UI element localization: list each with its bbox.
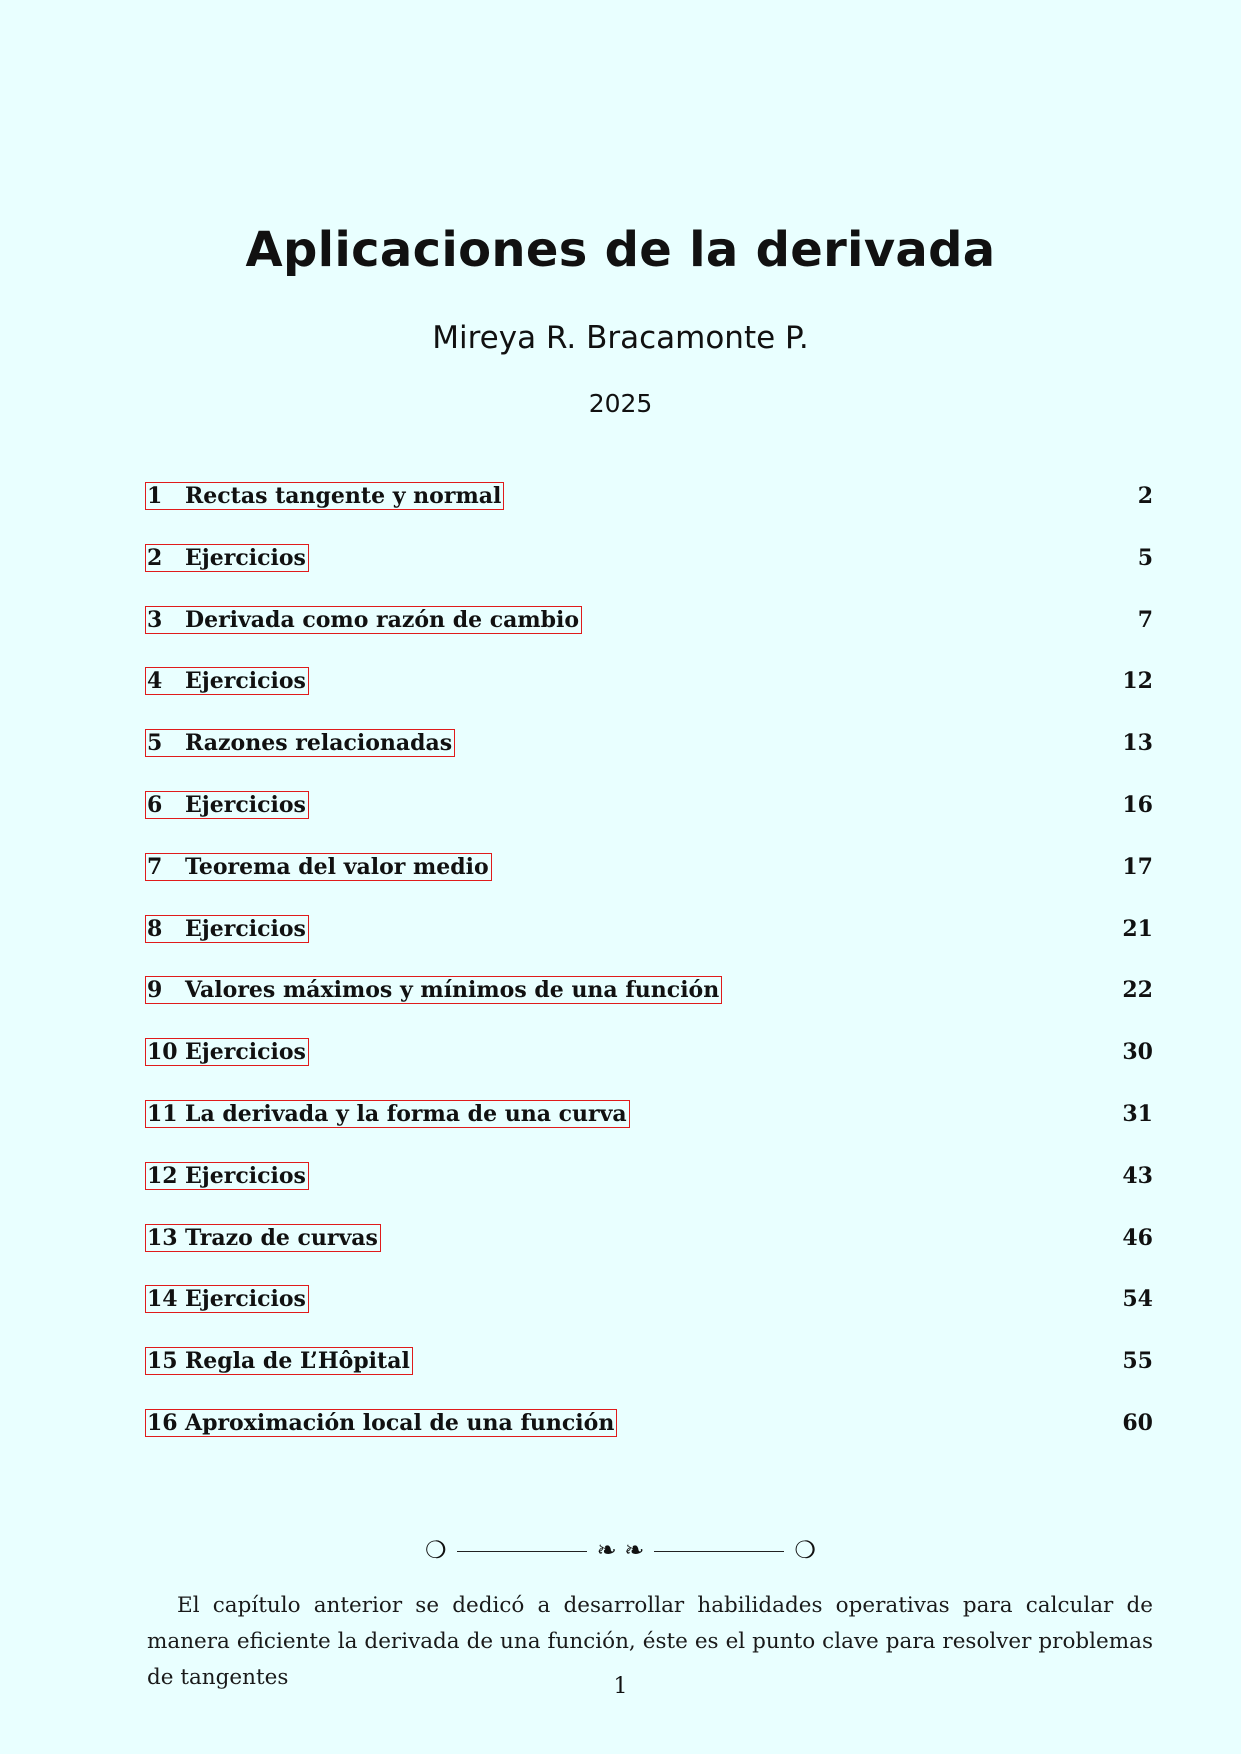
toc-entry-number: 2 [147,544,163,571]
toc-entry-page: 46 [1122,1224,1153,1251]
toc-entry-page: 2 [1137,483,1153,509]
document-date: 2025 [588,389,653,418]
toc-entry-link[interactable] [145,482,504,510]
toc-entry-title: Ejercicios [185,791,306,818]
toc-entry [145,602,1153,664]
toc-entry-number: 14 [147,1286,178,1313]
toc-entry [145,1158,1153,1220]
toc-entry [145,540,1153,602]
table-of-contents [145,478,1153,1467]
toc-entry-title: Ejercicios [185,1162,306,1189]
toc-entry-page: 22 [1122,977,1153,1004]
toc-entry-title: Ejercicios [185,668,306,695]
circle-ornament-icon: ❍ [794,1536,816,1564]
toc-entry-title: La derivada y la forma de una curva [185,1100,627,1127]
toc-entry-page: 43 [1122,1162,1153,1189]
ornament-rule-left [457,1551,587,1552]
toc-entry-page: 5 [1137,544,1153,571]
toc-entry [145,787,1153,849]
ornament-rule-right [654,1551,784,1552]
toc-entry-number: 13 [147,1224,178,1251]
toc-entry-number: 6 [147,791,163,818]
toc-entry-page: 60 [1122,1409,1153,1436]
toc-entry-page: 31 [1122,1100,1153,1127]
toc-entry [145,1096,1153,1158]
section-ornament [0,1535,1241,1565]
toc-entry-title: Razones relacionadas [185,730,453,757]
toc-entry-link[interactable] [145,853,492,881]
toc-entry-link[interactable] [145,915,309,943]
toc-entry-number: 11 [147,1100,178,1127]
toc-entry [145,849,1153,911]
document-author: Mireya R. Bracamonte P. [432,320,809,356]
toc-entry-title: Rectas tangente y normal [185,483,502,509]
toc-entry-title: Derivada como razón de cambio [185,606,580,633]
toc-entry [145,1405,1153,1467]
toc-entry-title: Ejercicios [185,915,306,942]
toc-entry-page: 7 [1137,606,1153,633]
toc-entry [145,1220,1153,1282]
toc-entry-title: Valores máximos y mínimos de una función [185,977,720,1004]
toc-entry [145,1343,1153,1405]
toc-entry-page: 30 [1122,1039,1153,1066]
toc-entry-title: Trazo de curvas [185,1224,378,1251]
document-title: Aplicaciones de la derivada [245,222,996,278]
toc-entry-title: Ejercicios [185,1039,306,1066]
toc-entry-number: 12 [147,1162,178,1189]
intro-paragraph: El capítulo anterior se dedicó a desarrollar habilidades operativas para calcular de manera eficiente la derivada de una función, éste es el punto clave para resolver problemas de tangentes [147,1593,1153,1690]
toc-entry-page: 12 [1122,668,1153,695]
toc-entry-number: 4 [147,668,163,695]
circle-ornament-icon: ❍ [425,1536,447,1564]
toc-entry-title: Aproximación local de una función [185,1409,615,1436]
toc-entry-page: 54 [1122,1286,1153,1313]
toc-entry-link[interactable] [145,1409,617,1437]
toc-entry-link[interactable] [145,1100,630,1128]
toc-entry-number: 5 [147,730,163,757]
toc-entry [145,1281,1153,1343]
toc-entry-number: 3 [147,606,163,633]
toc-entry-link[interactable] [145,667,309,695]
toc-entry [145,725,1153,787]
toc-entry-link[interactable] [145,1224,381,1252]
toc-entry-title: Teorema del valor medio [185,853,489,880]
toc-entry [145,972,1153,1034]
toc-entry-number: 15 [147,1348,178,1375]
toc-entry-number: 16 [147,1409,178,1436]
page-number: 1 [613,1674,628,1699]
toc-entry-number: 10 [147,1039,178,1066]
toc-entry [145,663,1153,725]
toc-entry-title: Ejercicios [185,544,306,571]
toc-entry-page: 17 [1122,853,1153,880]
toc-entry-link[interactable] [145,1162,309,1190]
fleuron-ornament-icon: ❧ ❧ [596,1536,645,1564]
toc-entry-title: Regla de L’Hôpital [185,1348,410,1375]
toc-entry-title: Ejercicios [185,1286,306,1313]
toc-entry-number: 8 [147,915,163,942]
toc-entry-page: 16 [1122,791,1153,818]
toc-entry [145,478,1153,540]
toc-entry-link[interactable] [145,729,455,757]
toc-entry-number: 1 [147,483,163,509]
toc-entry-page: 55 [1122,1348,1153,1375]
toc-entry-page: 13 [1122,730,1153,757]
toc-entry-link[interactable] [145,791,309,819]
toc-entry-link[interactable] [145,1038,309,1066]
toc-entry [145,1034,1153,1096]
toc-entry-link[interactable] [145,1285,309,1313]
toc-entry-number: 7 [147,853,163,880]
toc-entry-page: 21 [1122,915,1153,942]
toc-entry-link[interactable] [145,1347,413,1375]
toc-entry-link[interactable] [145,976,722,1004]
toc-entry-number: 9 [147,977,163,1004]
toc-entry [145,911,1153,973]
toc-entry-link[interactable] [145,606,582,634]
toc-entry-link[interactable] [145,544,309,572]
